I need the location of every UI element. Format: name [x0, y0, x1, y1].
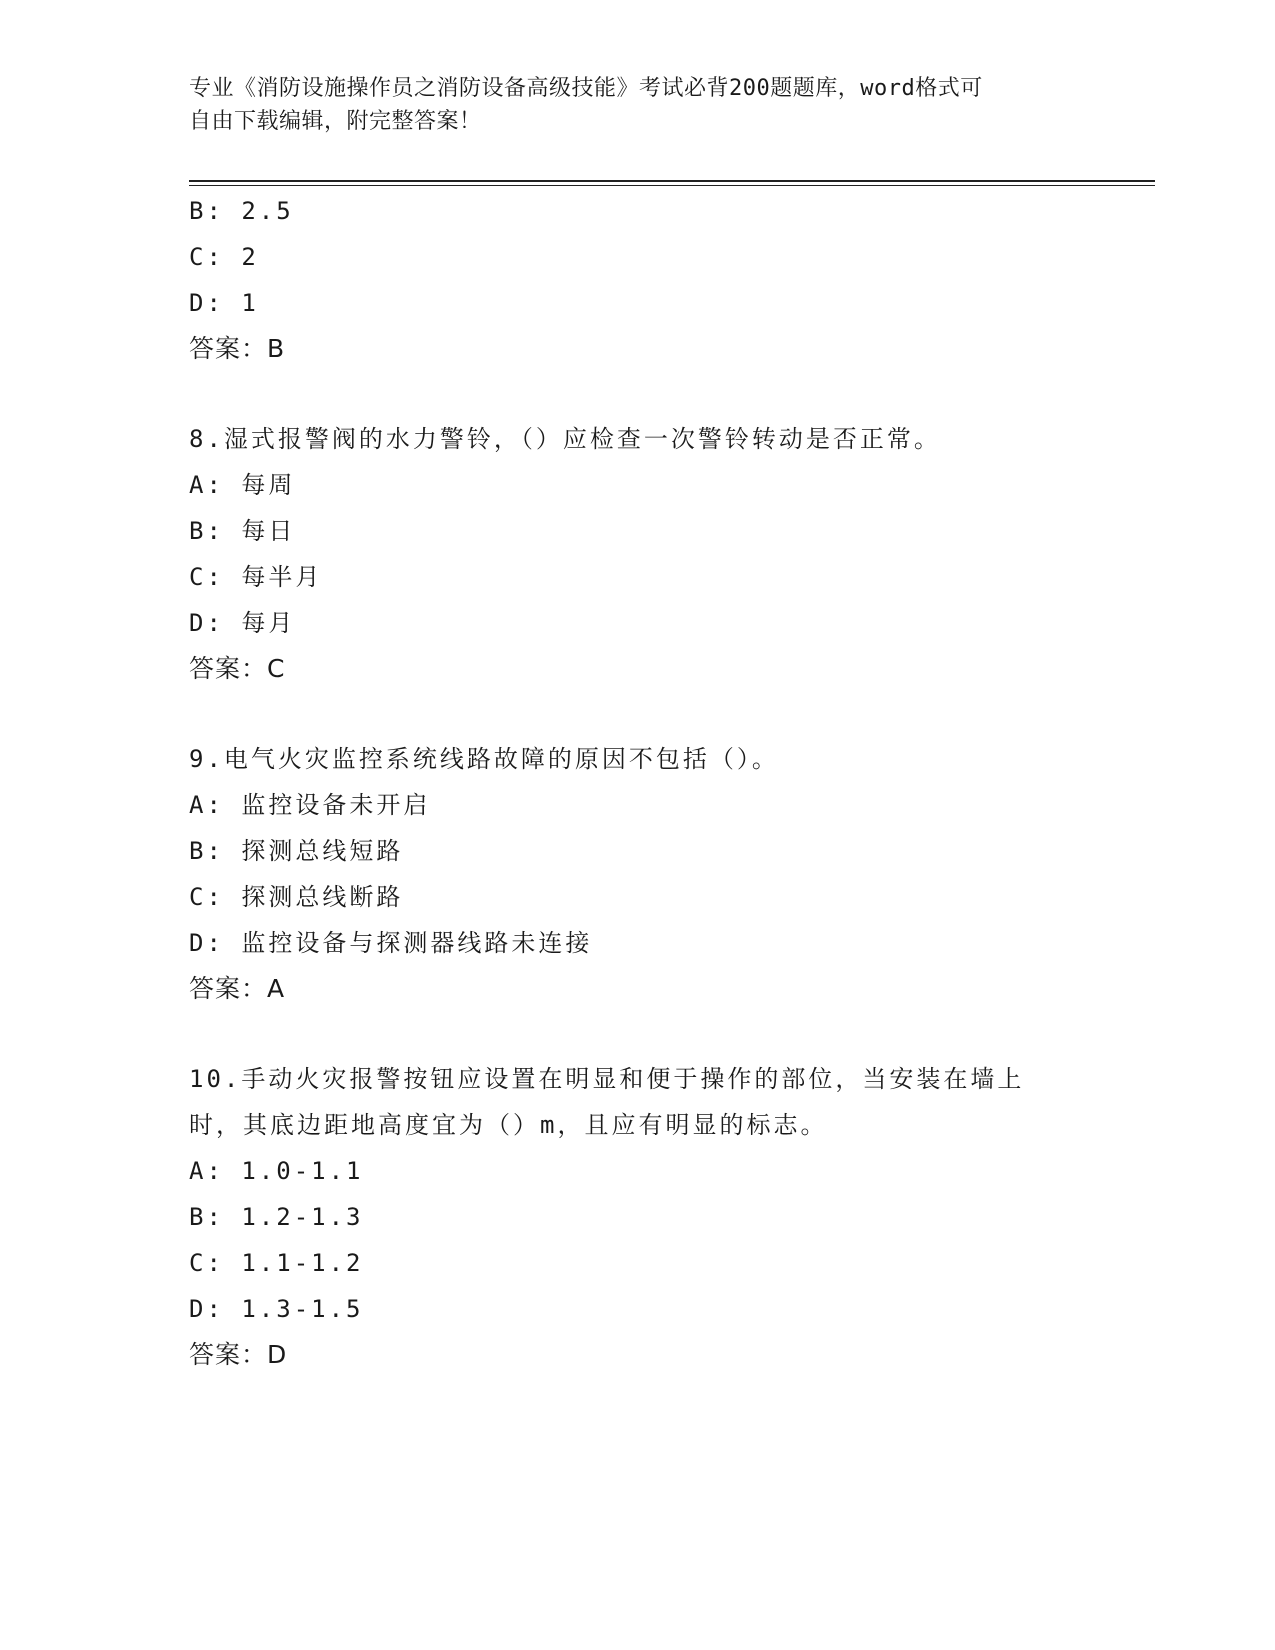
spacer	[189, 692, 1089, 736]
question-7-tail	[189, 188, 1089, 372]
question-text-line-1: 10.手动火灾报警按钮应设置在明显和便于操作的部位，当安装在墙上	[189, 1065, 1025, 1093]
option-a: A: 每周	[189, 471, 296, 499]
spacer	[189, 1012, 1089, 1056]
option-b: B: 每日	[189, 517, 296, 545]
option-d: D: 监控设备与探测器线路未连接	[189, 929, 593, 957]
answer-line: 答案：A	[189, 974, 286, 1003]
spacer	[189, 372, 1089, 416]
option-b: B: 1.2-1.3	[189, 1203, 364, 1231]
option-a: A: 监控设备未开启	[189, 791, 431, 819]
answer-line: 答案：D	[189, 1340, 288, 1369]
question-9	[189, 736, 1089, 1012]
option-a: A: 1.0-1.1	[189, 1157, 364, 1185]
header-line-2: 自由下载编辑，附完整答案！	[189, 109, 482, 134]
answer-line: 答案：C	[189, 654, 286, 683]
option-d: D: 1	[189, 289, 259, 317]
question-text-line-2: 时，其底边距地高度宜为（）m，且应有明显的标志。	[189, 1111, 828, 1139]
option-d: D: 每月	[189, 609, 296, 637]
question-list	[189, 188, 1089, 1378]
option-c: C: 每半月	[189, 563, 323, 591]
question-10	[189, 1056, 1089, 1378]
option-b: B: 2.5	[189, 197, 294, 225]
option-c: C: 探测总线断路	[189, 883, 404, 911]
question-text: 9.电气火灾监控系统线路故障的原因不包括（）。	[189, 745, 779, 773]
option-b: B: 探测总线短路	[189, 837, 404, 865]
option-c: C: 2	[189, 243, 259, 271]
question-8	[189, 416, 1089, 692]
header-line-1: 专业《消防设施操作员之消防设备高级技能》考试必背200题题库，word格式可	[189, 76, 983, 101]
option-c: C: 1.1-1.2	[189, 1249, 364, 1277]
header-divider-thick	[189, 180, 1155, 182]
answer-line: 答案：B	[189, 334, 286, 363]
question-text: 8.湿式报警阀的水力警铃，（）应检查一次警铃转动是否正常。	[189, 425, 941, 453]
option-d: D: 1.3-1.5	[189, 1295, 364, 1323]
header-divider-thin	[189, 185, 1155, 186]
document-header	[189, 72, 1089, 138]
